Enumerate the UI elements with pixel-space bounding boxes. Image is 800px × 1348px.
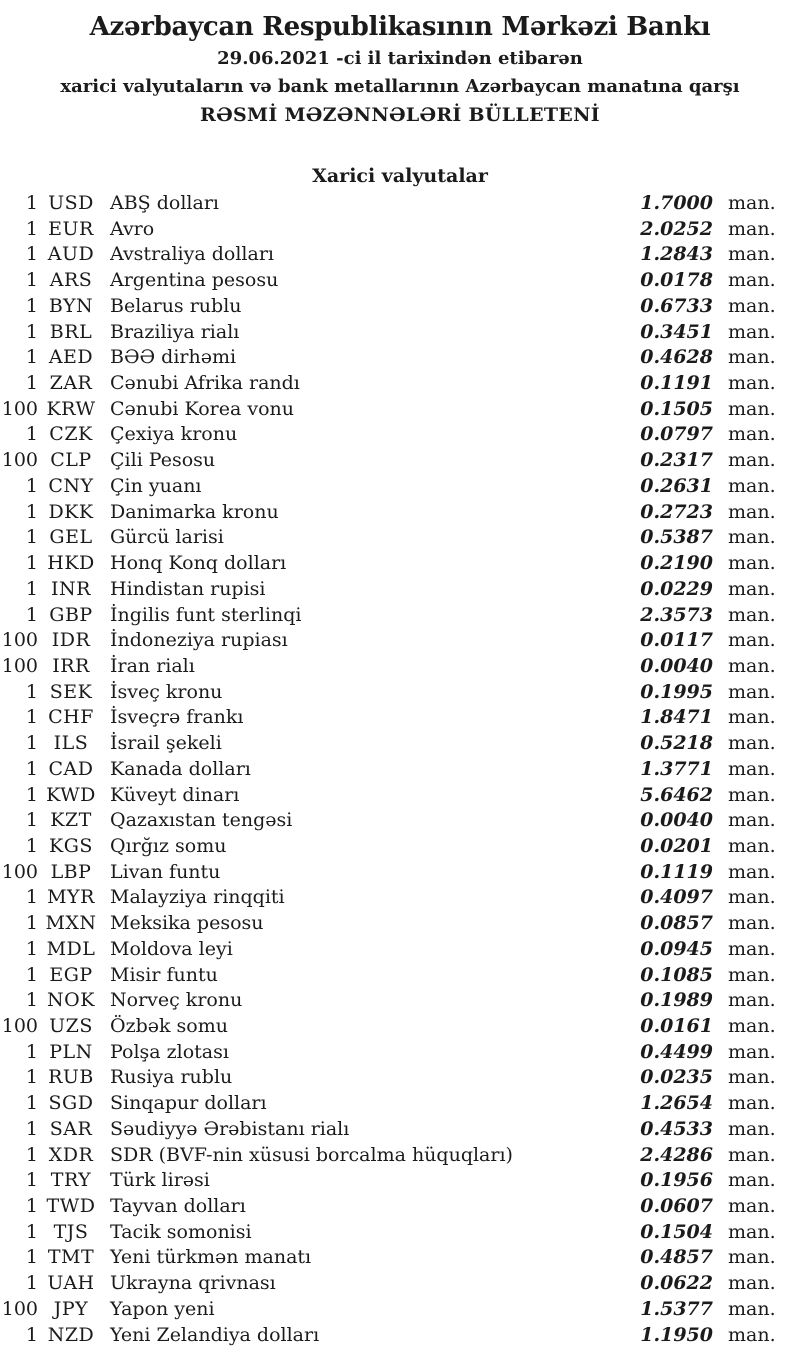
rate-cell: 0.1085 bbox=[640, 963, 713, 986]
unit-cell: man. bbox=[728, 732, 776, 755]
table-row bbox=[0, 191, 775, 217]
table-row bbox=[0, 654, 775, 680]
rate-cell: 0.0229 bbox=[640, 577, 713, 600]
unit-cell: man. bbox=[728, 294, 776, 317]
rate-cell: 0.0178 bbox=[640, 269, 713, 292]
quantity-cell: 1 bbox=[25, 732, 38, 755]
currency-name-cell: Rusiya rublu bbox=[110, 1066, 233, 1089]
currency-code-cell: IRR bbox=[52, 654, 90, 677]
unit-cell: man. bbox=[728, 372, 776, 395]
unit-cell: man. bbox=[728, 243, 776, 266]
rate-cell: 0.0161 bbox=[640, 1015, 713, 1037]
currency-name-cell: Küveyt dinarı bbox=[110, 783, 240, 806]
unit-cell: man. bbox=[728, 474, 776, 497]
quantity-cell: 1 bbox=[25, 783, 38, 806]
unit-cell: man. bbox=[728, 526, 776, 549]
bulletin-header bbox=[0, 0, 800, 129]
table-row bbox=[0, 294, 775, 320]
quantity-cell: 1 bbox=[25, 603, 38, 626]
unit-cell: man. bbox=[728, 1015, 776, 1037]
currency-name-cell: Yeni türkmən manatı bbox=[110, 1246, 312, 1269]
table-row bbox=[0, 1091, 775, 1117]
quantity-cell: 1 bbox=[25, 963, 38, 986]
rate-cell: 0.4628 bbox=[640, 346, 713, 369]
unit-cell: man. bbox=[728, 629, 776, 652]
currency-code-cell: BRL bbox=[49, 320, 93, 343]
rates-table bbox=[0, 191, 775, 1348]
quantity-cell: 1 bbox=[25, 989, 38, 1012]
rate-cell: 0.1956 bbox=[640, 1169, 713, 1192]
currency-name-cell: İran rialı bbox=[110, 654, 195, 677]
unit-cell: man. bbox=[728, 1297, 776, 1320]
rate-cell: 2.0252 bbox=[640, 217, 713, 240]
unit-cell: man. bbox=[728, 397, 776, 420]
quantity-cell: 1 bbox=[25, 834, 38, 857]
currency-code-cell: KWD bbox=[46, 783, 96, 806]
currency-code-cell: KRW bbox=[46, 397, 96, 420]
currency-name-cell: Gürcü larisi bbox=[110, 526, 224, 549]
unit-cell: man. bbox=[728, 346, 776, 369]
table-row bbox=[0, 937, 775, 963]
table-row bbox=[0, 988, 775, 1014]
quantity-cell: 1 bbox=[25, 1272, 38, 1295]
currency-code-cell: AED bbox=[48, 346, 94, 369]
currency-name-cell: Çexiya kronu bbox=[110, 423, 238, 446]
currency-code-cell: BYN bbox=[48, 294, 94, 317]
currency-code-cell: NOK bbox=[47, 989, 95, 1012]
unit-cell: man. bbox=[728, 449, 776, 472]
table-row bbox=[0, 268, 775, 294]
quantity-cell: 1 bbox=[25, 1117, 38, 1140]
unit-cell: man. bbox=[728, 1117, 776, 1140]
currency-name-cell: Tacik somonisi bbox=[110, 1220, 252, 1243]
currency-code-cell: CAD bbox=[48, 757, 94, 780]
currency-code-cell: CZK bbox=[49, 423, 93, 446]
table-row bbox=[0, 242, 775, 268]
quantity-cell: 1 bbox=[25, 1220, 38, 1243]
quantity-cell: 1 bbox=[25, 346, 38, 369]
currency-name-cell: İngilis funt sterlinqi bbox=[110, 603, 302, 626]
rate-cell: 0.0945 bbox=[640, 937, 713, 960]
currency-name-cell: Malayziya rinqqiti bbox=[110, 886, 285, 909]
quantity-cell: 1 bbox=[25, 1195, 38, 1218]
currency-code-cell: MDL bbox=[46, 937, 96, 960]
currency-code-cell: MYR bbox=[47, 886, 95, 909]
currency-name-cell: İndoneziya rupiası bbox=[110, 629, 288, 652]
currency-name-cell: Meksika pesosu bbox=[110, 912, 264, 935]
currency-name-cell: İsveçrə frankı bbox=[110, 706, 244, 729]
table-row bbox=[0, 911, 775, 937]
currency-name-cell: Cənubi Korea vonu bbox=[110, 397, 294, 420]
table-row bbox=[0, 1117, 775, 1143]
unit-cell: man. bbox=[728, 1246, 776, 1269]
table-row bbox=[0, 577, 775, 603]
quantity-cell: 1 bbox=[25, 1169, 38, 1192]
currency-name-cell: Qırğız somu bbox=[110, 834, 227, 857]
rate-cell: 0.0857 bbox=[640, 912, 713, 935]
rate-cell: 1.8471 bbox=[640, 706, 713, 729]
rate-cell: 0.4533 bbox=[640, 1117, 713, 1140]
table-row bbox=[0, 731, 775, 757]
quantity-cell: 100 bbox=[1, 629, 38, 652]
quantity-cell: 1 bbox=[25, 1040, 38, 1063]
currency-name-cell: Belarus rublu bbox=[110, 294, 242, 317]
unit-cell: man. bbox=[728, 937, 776, 960]
currency-code-cell: ZAR bbox=[49, 372, 93, 395]
quantity-cell: 1 bbox=[25, 243, 38, 266]
currency-name-cell: Kanada dolları bbox=[110, 757, 251, 780]
quantity-cell: 1 bbox=[25, 1246, 38, 1269]
currency-code-cell: NZD bbox=[47, 1323, 95, 1346]
quantity-cell: 1 bbox=[25, 757, 38, 780]
currency-name-cell: Livan funtu bbox=[110, 860, 221, 883]
currency-code-cell: SEK bbox=[49, 680, 93, 703]
unit-cell: man. bbox=[728, 1040, 776, 1063]
table-row bbox=[0, 1040, 775, 1066]
currency-code-cell: AUD bbox=[47, 243, 95, 266]
rate-cell: 0.2631 bbox=[640, 474, 713, 497]
currency-code-cell: TWD bbox=[46, 1195, 96, 1218]
unit-cell: man. bbox=[728, 269, 776, 292]
quantity-cell: 1 bbox=[25, 577, 38, 600]
table-row bbox=[0, 345, 775, 371]
currency-name-cell: İsveç kronu bbox=[110, 680, 223, 703]
quantity-cell: 1 bbox=[25, 526, 38, 549]
currency-name-cell: Avstraliya dolları bbox=[110, 243, 274, 266]
currency-code-cell: LBP bbox=[50, 860, 92, 883]
currency-name-cell: SDR (BVF-nin xüsusi borcalma hüquqları) bbox=[110, 1143, 513, 1166]
currency-name-cell: Honq Konq dolları bbox=[110, 552, 287, 575]
unit-cell: man. bbox=[728, 757, 776, 780]
table-row bbox=[0, 885, 775, 911]
rate-cell: 5.6462 bbox=[640, 783, 713, 806]
rate-cell: 1.2654 bbox=[640, 1092, 713, 1115]
currency-name-cell: Yeni Zelandiya dolları bbox=[110, 1323, 320, 1346]
table-row bbox=[0, 628, 775, 654]
quantity-cell: 1 bbox=[25, 706, 38, 729]
rate-cell: 0.4857 bbox=[640, 1246, 713, 1269]
currency-name-cell: Argentina pesosu bbox=[110, 269, 279, 292]
currency-name-cell: Misir funtu bbox=[110, 963, 218, 986]
currency-code-cell: TMT bbox=[47, 1246, 95, 1269]
quantity-cell: 1 bbox=[25, 217, 38, 240]
unit-cell: man. bbox=[728, 963, 776, 986]
unit-cell: man. bbox=[728, 552, 776, 575]
currency-code-cell: UAH bbox=[47, 1272, 95, 1295]
table-row bbox=[0, 1245, 775, 1271]
rate-cell: 0.4499 bbox=[640, 1040, 713, 1063]
unit-cell: man. bbox=[728, 886, 776, 909]
quantity-cell: 1 bbox=[25, 886, 38, 909]
table-row bbox=[0, 1168, 775, 1194]
rate-cell: 0.0797 bbox=[640, 423, 713, 446]
table-row bbox=[0, 1065, 775, 1091]
currency-name-cell: Cənubi Afrika randı bbox=[110, 372, 300, 395]
table-row bbox=[0, 1194, 775, 1220]
quantity-cell: 1 bbox=[25, 937, 38, 960]
table-row bbox=[0, 217, 775, 243]
currency-code-cell: EGP bbox=[49, 963, 93, 986]
currency-name-cell: Braziliya rialı bbox=[110, 320, 240, 343]
table-row bbox=[0, 500, 775, 526]
currency-name-cell: Tayvan dolları bbox=[110, 1195, 246, 1218]
currency-name-cell: Çin yuanı bbox=[110, 474, 202, 497]
rate-cell: 0.0117 bbox=[640, 629, 713, 652]
unit-cell: man. bbox=[728, 217, 776, 240]
table-row bbox=[0, 860, 775, 886]
rate-cell: 1.7000 bbox=[640, 192, 713, 214]
currency-name-cell: Ukrayna qrivnası bbox=[110, 1272, 276, 1295]
currency-code-cell: RUB bbox=[48, 1066, 94, 1089]
quantity-cell: 1 bbox=[25, 552, 38, 575]
currency-code-cell: EUR bbox=[48, 217, 94, 240]
quantity-cell: 100 bbox=[1, 654, 38, 677]
quantity-cell: 100 bbox=[1, 397, 38, 420]
currency-code-cell: DKK bbox=[48, 500, 94, 523]
quantity-cell: 1 bbox=[25, 423, 38, 446]
bulletin-title: RƏSMİ MƏZƏNNƏLƏRİ BÜLLETENİ bbox=[200, 104, 600, 126]
unit-cell: man. bbox=[728, 989, 776, 1012]
currency-name-cell: Özbək somu bbox=[110, 1015, 228, 1037]
currency-code-cell: ILS bbox=[53, 732, 89, 755]
currency-code-cell: SGD bbox=[48, 1092, 94, 1115]
table-row bbox=[0, 603, 775, 629]
currency-name-cell: Moldova leyi bbox=[110, 937, 233, 960]
table-row bbox=[0, 783, 775, 809]
currency-name-cell: Türk lirəsi bbox=[110, 1169, 210, 1192]
quantity-cell: 1 bbox=[25, 320, 38, 343]
table-row bbox=[0, 371, 775, 397]
unit-cell: man. bbox=[728, 1092, 776, 1115]
unit-cell: man. bbox=[728, 1169, 776, 1192]
quantity-cell: 100 bbox=[1, 1015, 38, 1037]
currency-name-cell: Polşa zlotası bbox=[110, 1040, 229, 1063]
quantity-cell: 1 bbox=[25, 1143, 38, 1166]
unit-cell: man. bbox=[728, 603, 776, 626]
unit-cell: man. bbox=[728, 860, 776, 883]
rate-cell: 0.1504 bbox=[640, 1220, 713, 1243]
currency-code-cell: CHF bbox=[48, 706, 94, 729]
bank-title: Azərbaycan Respublikasının Mərkəzi Bankı bbox=[89, 12, 711, 42]
quantity-cell: 1 bbox=[25, 809, 38, 832]
rate-cell: 0.1119 bbox=[640, 860, 713, 883]
unit-cell: man. bbox=[728, 1272, 776, 1295]
quantity-cell: 1 bbox=[25, 269, 38, 292]
rate-cell: 0.0607 bbox=[640, 1195, 713, 1218]
rate-cell: 0.2723 bbox=[640, 500, 713, 523]
table-row bbox=[0, 397, 775, 423]
unit-cell: man. bbox=[728, 1220, 776, 1243]
subject-line: xarici valyutaların və bank metallarının Azərbaycan manatına qarşı bbox=[60, 76, 740, 97]
currency-code-cell: PLN bbox=[49, 1040, 93, 1063]
table-row bbox=[0, 808, 775, 834]
unit-cell: man. bbox=[728, 1143, 776, 1166]
currency-code-cell: USD bbox=[48, 192, 94, 214]
currency-name-cell: Səudiyyə Ərəbistanı rialı bbox=[110, 1117, 350, 1140]
currency-code-cell: MXN bbox=[45, 912, 97, 935]
quantity-cell: 1 bbox=[25, 1092, 38, 1115]
currency-code-cell: UZS bbox=[49, 1015, 93, 1037]
section-title: Xarici valyutalar bbox=[312, 165, 488, 187]
rate-cell: 0.1505 bbox=[640, 397, 713, 420]
unit-cell: man. bbox=[728, 680, 776, 703]
unit-cell: man. bbox=[728, 577, 776, 600]
unit-cell: man. bbox=[728, 423, 776, 446]
unit-cell: man. bbox=[728, 1195, 776, 1218]
currency-name-cell: Sinqapur dolları bbox=[110, 1092, 267, 1115]
unit-cell: man. bbox=[728, 1323, 776, 1346]
currency-code-cell: TRY bbox=[50, 1169, 92, 1192]
currency-name-cell: Norveç kronu bbox=[110, 989, 243, 1012]
currency-name-cell: ABŞ dolları bbox=[110, 192, 219, 214]
quantity-cell: 1 bbox=[25, 680, 38, 703]
table-row bbox=[0, 422, 775, 448]
quantity-cell: 100 bbox=[1, 860, 38, 883]
table-row bbox=[0, 1014, 775, 1040]
currency-code-cell: KGS bbox=[49, 834, 93, 857]
effective-date-line: 29.06.2021 -ci il tarixindən etibarən bbox=[217, 48, 583, 69]
unit-cell: man. bbox=[728, 706, 776, 729]
unit-cell: man. bbox=[728, 809, 776, 832]
rate-cell: 0.6733 bbox=[640, 294, 713, 317]
quantity-cell: 1 bbox=[25, 372, 38, 395]
currency-code-cell: HKD bbox=[47, 552, 95, 575]
rate-cell: 0.0622 bbox=[640, 1272, 713, 1295]
currency-code-cell: CNY bbox=[48, 474, 94, 497]
rate-cell: 0.2190 bbox=[640, 552, 713, 575]
rate-cell: 0.0201 bbox=[640, 834, 713, 857]
rate-cell: 0.1989 bbox=[640, 989, 713, 1012]
table-row bbox=[0, 1323, 775, 1348]
currency-name-cell: Çili Pesosu bbox=[110, 449, 216, 472]
currency-name-cell: Avro bbox=[110, 217, 155, 240]
table-row bbox=[0, 1271, 775, 1297]
table-row bbox=[0, 680, 775, 706]
currency-code-cell: GBP bbox=[49, 603, 93, 626]
currency-name-cell: Danimarka kronu bbox=[110, 500, 279, 523]
unit-cell: man. bbox=[728, 500, 776, 523]
table-row bbox=[0, 963, 775, 989]
table-row bbox=[0, 834, 775, 860]
quantity-cell: 100 bbox=[1, 1297, 38, 1320]
unit-cell: man. bbox=[728, 912, 776, 935]
rate-cell: 1.3771 bbox=[640, 757, 713, 780]
currency-code-cell: JPY bbox=[53, 1297, 89, 1320]
unit-cell: man. bbox=[728, 654, 776, 677]
quantity-cell: 1 bbox=[25, 912, 38, 935]
unit-cell: man. bbox=[728, 192, 776, 214]
currency-name-cell: BƏƏ dirhəmi bbox=[110, 346, 237, 369]
rate-cell: 0.5218 bbox=[640, 732, 713, 755]
unit-cell: man. bbox=[728, 834, 776, 857]
table-row bbox=[0, 1220, 775, 1246]
rate-cell: 0.0235 bbox=[640, 1066, 713, 1089]
currency-name-cell: Hindistan rupisi bbox=[110, 577, 266, 600]
rate-cell: 0.4097 bbox=[640, 886, 713, 909]
rate-cell: 1.1950 bbox=[640, 1323, 713, 1346]
table-row bbox=[0, 474, 775, 500]
rate-cell: 0.0040 bbox=[640, 809, 713, 832]
currency-code-cell: CLP bbox=[50, 449, 92, 472]
rate-cell: 2.4286 bbox=[640, 1143, 713, 1166]
currency-code-cell: KZT bbox=[50, 809, 92, 832]
table-row bbox=[0, 1297, 775, 1323]
table-row bbox=[0, 551, 775, 577]
table-row bbox=[0, 525, 775, 551]
currency-name-cell: Qazaxıstan tengəsi bbox=[110, 809, 293, 832]
table-row bbox=[0, 1143, 775, 1169]
unit-cell: man. bbox=[728, 1066, 776, 1089]
currency-code-cell: INR bbox=[51, 577, 91, 600]
currency-code-cell: GEL bbox=[49, 526, 93, 549]
rate-cell: 0.5387 bbox=[640, 526, 713, 549]
currency-code-cell: TJS bbox=[53, 1220, 89, 1243]
currency-code-cell: ARS bbox=[49, 269, 93, 292]
table-row bbox=[0, 705, 775, 731]
rate-cell: 0.1995 bbox=[640, 680, 713, 703]
rate-cell: 0.2317 bbox=[640, 449, 713, 472]
currency-code-cell: IDR bbox=[51, 629, 91, 652]
rate-cell: 2.3573 bbox=[640, 603, 713, 626]
currency-name-cell: Yapon yeni bbox=[110, 1297, 215, 1320]
quantity-cell: 1 bbox=[25, 192, 38, 214]
quantity-cell: 100 bbox=[1, 449, 38, 472]
rate-cell: 1.2843 bbox=[640, 243, 713, 266]
quantity-cell: 1 bbox=[25, 1066, 38, 1089]
quantity-cell: 1 bbox=[25, 500, 38, 523]
table-row bbox=[0, 757, 775, 783]
unit-cell: man. bbox=[728, 783, 776, 806]
currency-code-cell: SAR bbox=[49, 1117, 93, 1140]
quantity-cell: 1 bbox=[25, 1323, 38, 1346]
table-row bbox=[0, 320, 775, 346]
table-row bbox=[0, 448, 775, 474]
unit-cell: man. bbox=[728, 320, 776, 343]
rate-cell: 1.5377 bbox=[640, 1297, 713, 1320]
currency-name-cell: İsrail şekeli bbox=[110, 732, 222, 755]
quantity-cell: 1 bbox=[25, 294, 38, 317]
quantity-cell: 1 bbox=[25, 474, 38, 497]
currency-code-cell: XDR bbox=[48, 1143, 94, 1166]
rate-cell: 0.3451 bbox=[640, 320, 713, 343]
rate-cell: 0.0040 bbox=[640, 654, 713, 677]
rate-cell: 0.1191 bbox=[640, 372, 713, 395]
